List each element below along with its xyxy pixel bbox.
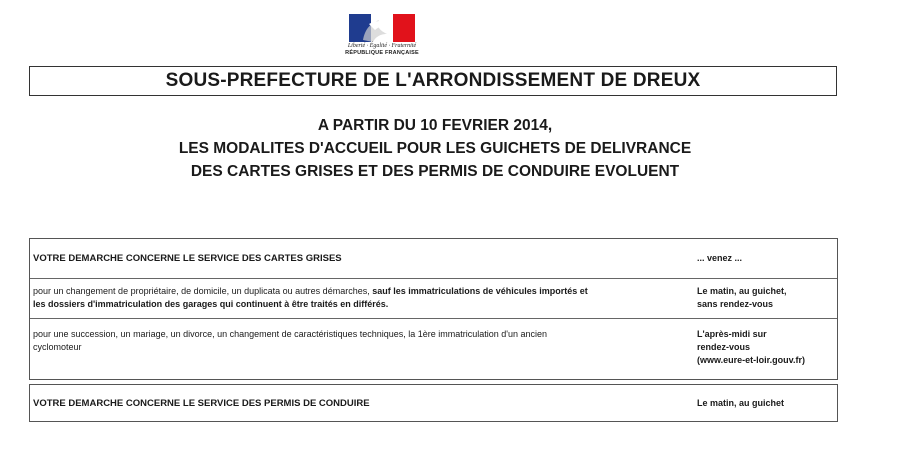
cartes-grises-heading-row (30, 239, 837, 278)
cartes-grises-heading: VOTRE DEMARCHE CONCERNE LE SERVICE DES CARTES GRISES (33, 253, 342, 264)
schedule-line: Le matin, au guichet, (697, 286, 787, 296)
row-morning-text-bold-2: les dossiers d'immatriculation des garages qui continuent à être traités en différés. (33, 299, 389, 309)
row-morning-text-bold-1: sauf les immatriculations de véhicules importés et (372, 286, 588, 296)
announcement-line-1: A PARTIR DU 10 FEVRIER 2014, (317, 117, 553, 134)
permis-schedule: Le matin, au guichet (697, 398, 785, 408)
cartes-grises-row-morning-text (30, 285, 697, 318)
row-afternoon-line-1: pour une succession, un mariage, un divorce, un changement de caractéristiques techniques, la 1ère immatriculation d'un ancien (33, 329, 548, 339)
marianne-logo (343, 14, 421, 64)
cartes-grises-table (29, 238, 838, 380)
logo-republic: RÉPUBLIQUE FRANÇAISE (345, 50, 419, 56)
title-box (29, 66, 837, 96)
permis-heading: VOTRE DEMARCHE CONCERNE LE SERVICE DES PERMIS DE CONDUIRE (33, 397, 370, 409)
cartes-grises-row-afternoon-schedule (697, 328, 837, 379)
cartes-grises-row-afternoon (30, 318, 837, 379)
row-afternoon-line-2: cyclomoteur (33, 342, 82, 352)
french-flag-icon (349, 14, 415, 42)
announcement (120, 114, 750, 183)
announcement-line-3: DES CARTES GRISES ET DES PERMIS DE CONDUIRE EVOLUENT (190, 163, 680, 180)
schedule-line: sans rendez-vous (697, 299, 774, 309)
cartes-grises-row-morning (30, 278, 837, 318)
cartes-grises-row-morning-schedule (697, 285, 837, 318)
page-title: SOUS-PREFECTURE DE L'ARRONDISSEMENT DE DREUX (165, 70, 701, 91)
cartes-grises-heading-right: ... venez ... (697, 253, 743, 263)
schedule-line: rendez-vous (697, 342, 751, 352)
logo-motto: Liberté · Égalité · Fraternité (347, 43, 417, 49)
cartes-grises-row-afternoon-text (30, 328, 697, 379)
schedule-line: L'après-midi sur (697, 329, 767, 339)
website-link[interactable]: (www.eure-et-loir.gouv.fr) (697, 355, 806, 365)
permis-table (29, 384, 838, 422)
announcement-line-2: LES MODALITES D'ACCUEIL POUR LES GUICHETS DE DELIVRANCE (178, 140, 692, 157)
row-morning-text-start: pour un changement de propriétaire, de domicile, un duplicata ou autres démarches, (33, 286, 373, 296)
